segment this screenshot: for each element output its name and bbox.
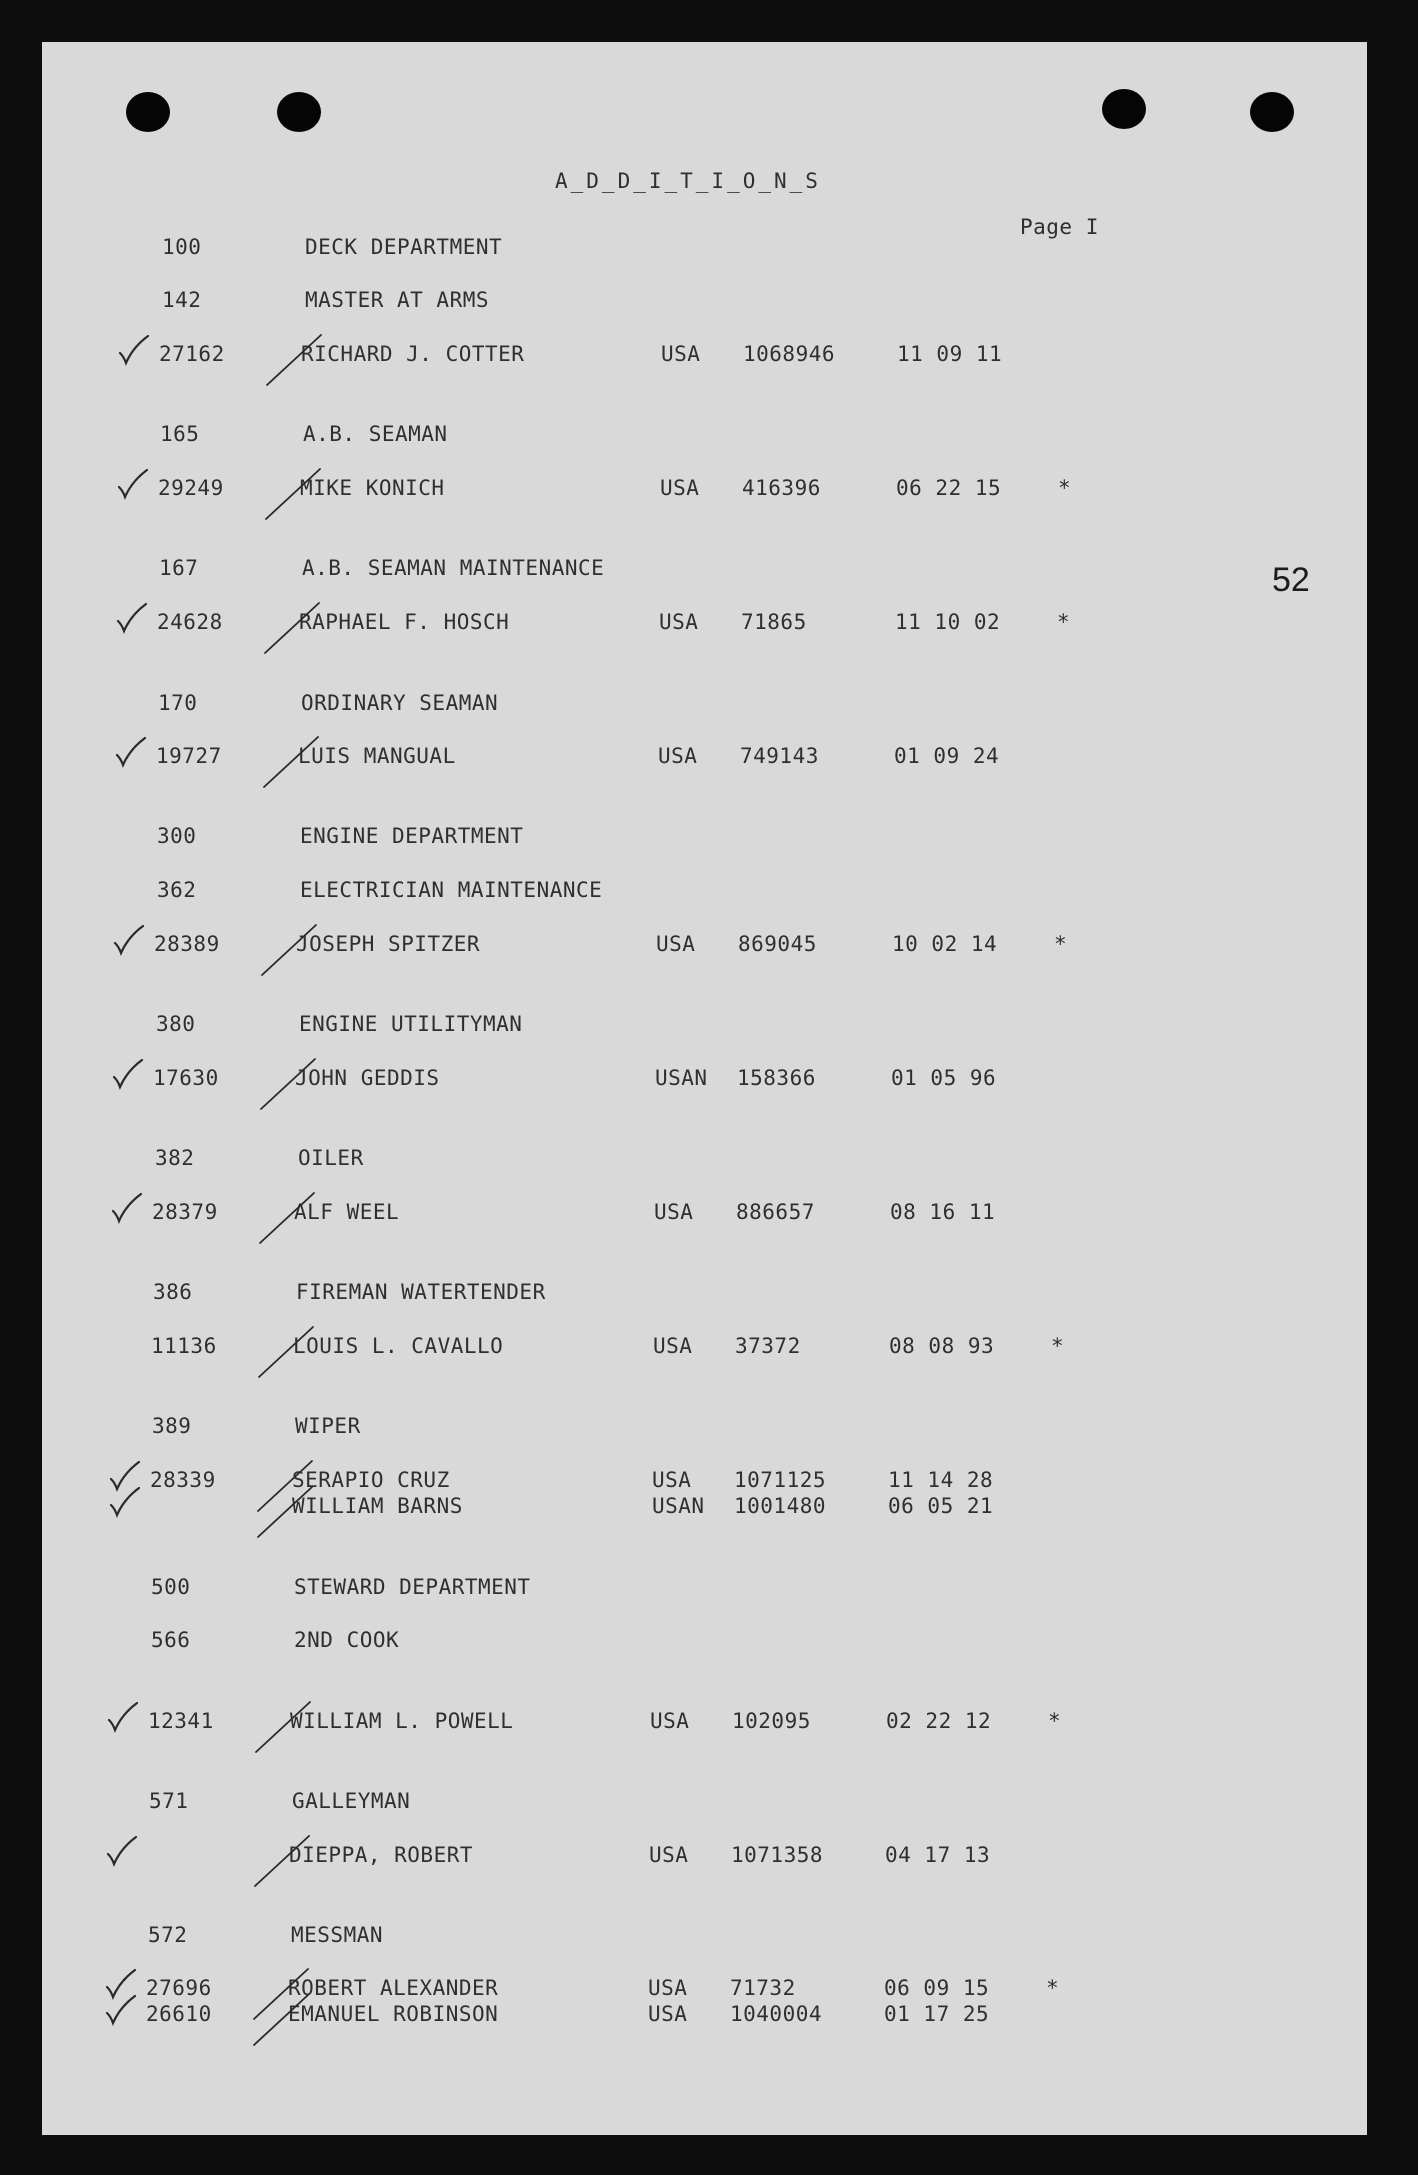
position-code: 142	[162, 288, 202, 312]
crew-name: JOHN GEDDIS	[295, 1066, 440, 1090]
document-number: 1068946	[743, 342, 836, 366]
punch-hole	[1250, 92, 1294, 132]
date-value: 06 05 21	[888, 1494, 994, 1518]
date-value: 10 02 14	[892, 932, 998, 956]
document-number: 886657	[736, 1200, 815, 1224]
nationality: USA	[652, 1468, 692, 1492]
nationality: USA	[660, 476, 700, 500]
date-value: 02 22 12	[886, 1709, 992, 1733]
punch-hole	[126, 92, 170, 132]
position-code: 362	[157, 878, 197, 902]
asterisk-mark: *	[1057, 610, 1071, 634]
document-number: 71732	[730, 1976, 796, 2000]
crew-number: 17630	[153, 1066, 219, 1090]
crew-number: 29249	[158, 476, 224, 500]
nationality: USAN	[655, 1066, 708, 1090]
checkmark-icon	[117, 333, 151, 367]
checkmark-icon	[108, 1485, 142, 1519]
crew-name: RICHARD J. COTTER	[301, 342, 525, 366]
nationality: USA	[659, 610, 699, 634]
department-label: DECK DEPARTMENT	[305, 235, 503, 259]
punch-hole	[1102, 89, 1146, 129]
crew-name: ROBERT ALEXANDER	[288, 1976, 499, 2000]
tick-slash-icon	[251, 1832, 321, 1892]
crew-number: 26610	[146, 2002, 212, 2026]
department-label: STEWARD DEPARTMENT	[294, 1575, 531, 1599]
date-value: 11 10 02	[895, 610, 1001, 634]
department-label: ENGINE DEPARTMENT	[300, 824, 524, 848]
position-code: 165	[160, 422, 200, 446]
position-code: 571	[149, 1789, 189, 1813]
checkmark-icon	[112, 923, 146, 957]
tick-slash-icon	[255, 1323, 325, 1383]
asterisk-mark: *	[1046, 1976, 1060, 2000]
rating-label: A.B. SEAMAN	[303, 422, 448, 446]
rating-label: 2ND COOK	[294, 1628, 400, 1652]
date-value: 11 14 28	[888, 1468, 994, 1492]
crew-number: 11136	[151, 1334, 217, 1358]
rating-label: ENGINE UTILITYMAN	[299, 1012, 523, 1036]
checkmark-icon	[115, 601, 149, 635]
document-number: 1071125	[734, 1468, 827, 1492]
margin-page-number: 52	[1272, 561, 1310, 599]
document-page	[42, 42, 1367, 2135]
rating-label: OILER	[298, 1146, 364, 1170]
position-code: 100	[162, 235, 202, 259]
position-code: 167	[159, 556, 199, 580]
date-value: 04 17 13	[885, 1843, 991, 1867]
rating-label: GALLEYMAN	[292, 1789, 411, 1813]
rating-label: A.B. SEAMAN MAINTENANCE	[302, 556, 605, 580]
document-number: 37372	[735, 1334, 801, 1358]
nationality: USA	[648, 2002, 688, 2026]
rating-label: FIREMAN WATERTENDER	[296, 1280, 546, 1304]
crew-number: 24628	[157, 610, 223, 634]
nationality: USAN	[652, 1494, 705, 1518]
date-value: 11 09 11	[897, 342, 1003, 366]
date-value: 08 08 93	[889, 1334, 995, 1358]
nationality: USA	[658, 744, 698, 768]
crew-number: 27696	[146, 1976, 212, 2000]
crew-name: RAPHAEL F. HOSCH	[299, 610, 510, 634]
date-value: 08 16 11	[890, 1200, 996, 1224]
tick-slash-icon	[263, 331, 333, 391]
tick-slash-icon	[260, 733, 330, 793]
tick-slash-icon	[257, 1055, 327, 1115]
checkmark-icon	[111, 1057, 145, 1091]
nationality: USA	[648, 1976, 688, 2000]
crew-name: ALF WEEL	[294, 1200, 400, 1224]
position-code: 170	[158, 691, 198, 715]
nationality: USA	[653, 1334, 693, 1358]
rating-label: MASTER AT ARMS	[305, 288, 490, 312]
rating-label: ELECTRICIAN MAINTENANCE	[300, 878, 603, 902]
tick-slash-icon	[252, 1698, 322, 1758]
checkmark-icon	[105, 1834, 139, 1868]
checkmark-icon	[104, 1993, 138, 2027]
crew-name: LUIS MANGUAL	[298, 744, 456, 768]
crew-name: MIKE KONICH	[300, 476, 445, 500]
tick-slash-icon	[256, 1189, 326, 1249]
document-number: 1001480	[734, 1494, 827, 1518]
rating-label: WIPER	[295, 1414, 361, 1438]
crew-number: 28339	[150, 1468, 216, 1492]
asterisk-mark: *	[1051, 1334, 1065, 1358]
position-code: 566	[151, 1628, 191, 1652]
crew-name: EMANUEL ROBINSON	[288, 2002, 499, 2026]
position-code: 572	[148, 1923, 188, 1947]
crew-number: 28389	[154, 932, 220, 956]
crew-name: JOSEPH SPITZER	[296, 932, 481, 956]
page-label: Page I	[1020, 215, 1099, 239]
position-code: 500	[151, 1575, 191, 1599]
document-number: 71865	[741, 610, 807, 634]
asterisk-mark: *	[1054, 932, 1068, 956]
position-code: 382	[155, 1146, 195, 1170]
crew-name: LOUIS L. CAVALLO	[293, 1334, 504, 1358]
nationality: USA	[656, 932, 696, 956]
tick-slash-icon	[258, 921, 328, 981]
nationality: USA	[661, 342, 701, 366]
document-number: 102095	[732, 1709, 811, 1733]
crew-name: WILLIAM BARNS	[292, 1494, 463, 1518]
checkmark-icon	[106, 1700, 140, 1734]
tick-slash-icon	[250, 1991, 320, 2051]
crew-number: 12341	[148, 1709, 214, 1733]
document-number: 1071358	[731, 1843, 824, 1867]
crew-name: WILLIAM L. POWELL	[290, 1709, 514, 1733]
date-value: 01 09 24	[894, 744, 1000, 768]
checkmark-icon	[110, 1191, 144, 1225]
document-number: 869045	[738, 932, 817, 956]
position-code: 380	[156, 1012, 196, 1036]
document-number: 416396	[742, 476, 821, 500]
punch-hole	[277, 92, 321, 132]
crew-number: 28379	[152, 1200, 218, 1224]
rating-label: MESSMAN	[291, 1923, 384, 1947]
tick-slash-icon	[261, 599, 331, 659]
rating-label: ORDINARY SEAMAN	[301, 691, 499, 715]
nationality: USA	[650, 1709, 690, 1733]
asterisk-mark: *	[1058, 476, 1072, 500]
checkmark-icon	[114, 735, 148, 769]
date-value: 01 05 96	[891, 1066, 997, 1090]
crew-name: SERAPIO CRUZ	[292, 1468, 450, 1492]
position-code: 300	[157, 824, 197, 848]
document-number: 1040004	[730, 2002, 823, 2026]
date-value: 06 22 15	[896, 476, 1002, 500]
document-number: 749143	[740, 744, 819, 768]
crew-name: DIEPPA, ROBERT	[289, 1843, 474, 1867]
tick-slash-icon	[262, 465, 332, 525]
crew-number: 27162	[159, 342, 225, 366]
position-code: 386	[153, 1280, 193, 1304]
crew-number: 19727	[156, 744, 222, 768]
document-title: A_D_D_I_T_I_O_N_S	[555, 169, 821, 193]
date-value: 01 17 25	[884, 2002, 990, 2026]
date-value: 06 09 15	[884, 1976, 990, 2000]
asterisk-mark: *	[1048, 1709, 1062, 1733]
nationality: USA	[654, 1200, 694, 1224]
position-code: 389	[152, 1414, 192, 1438]
document-number: 158366	[737, 1066, 816, 1090]
nationality: USA	[649, 1843, 689, 1867]
checkmark-icon	[116, 467, 150, 501]
tick-slash-icon	[254, 1483, 324, 1543]
